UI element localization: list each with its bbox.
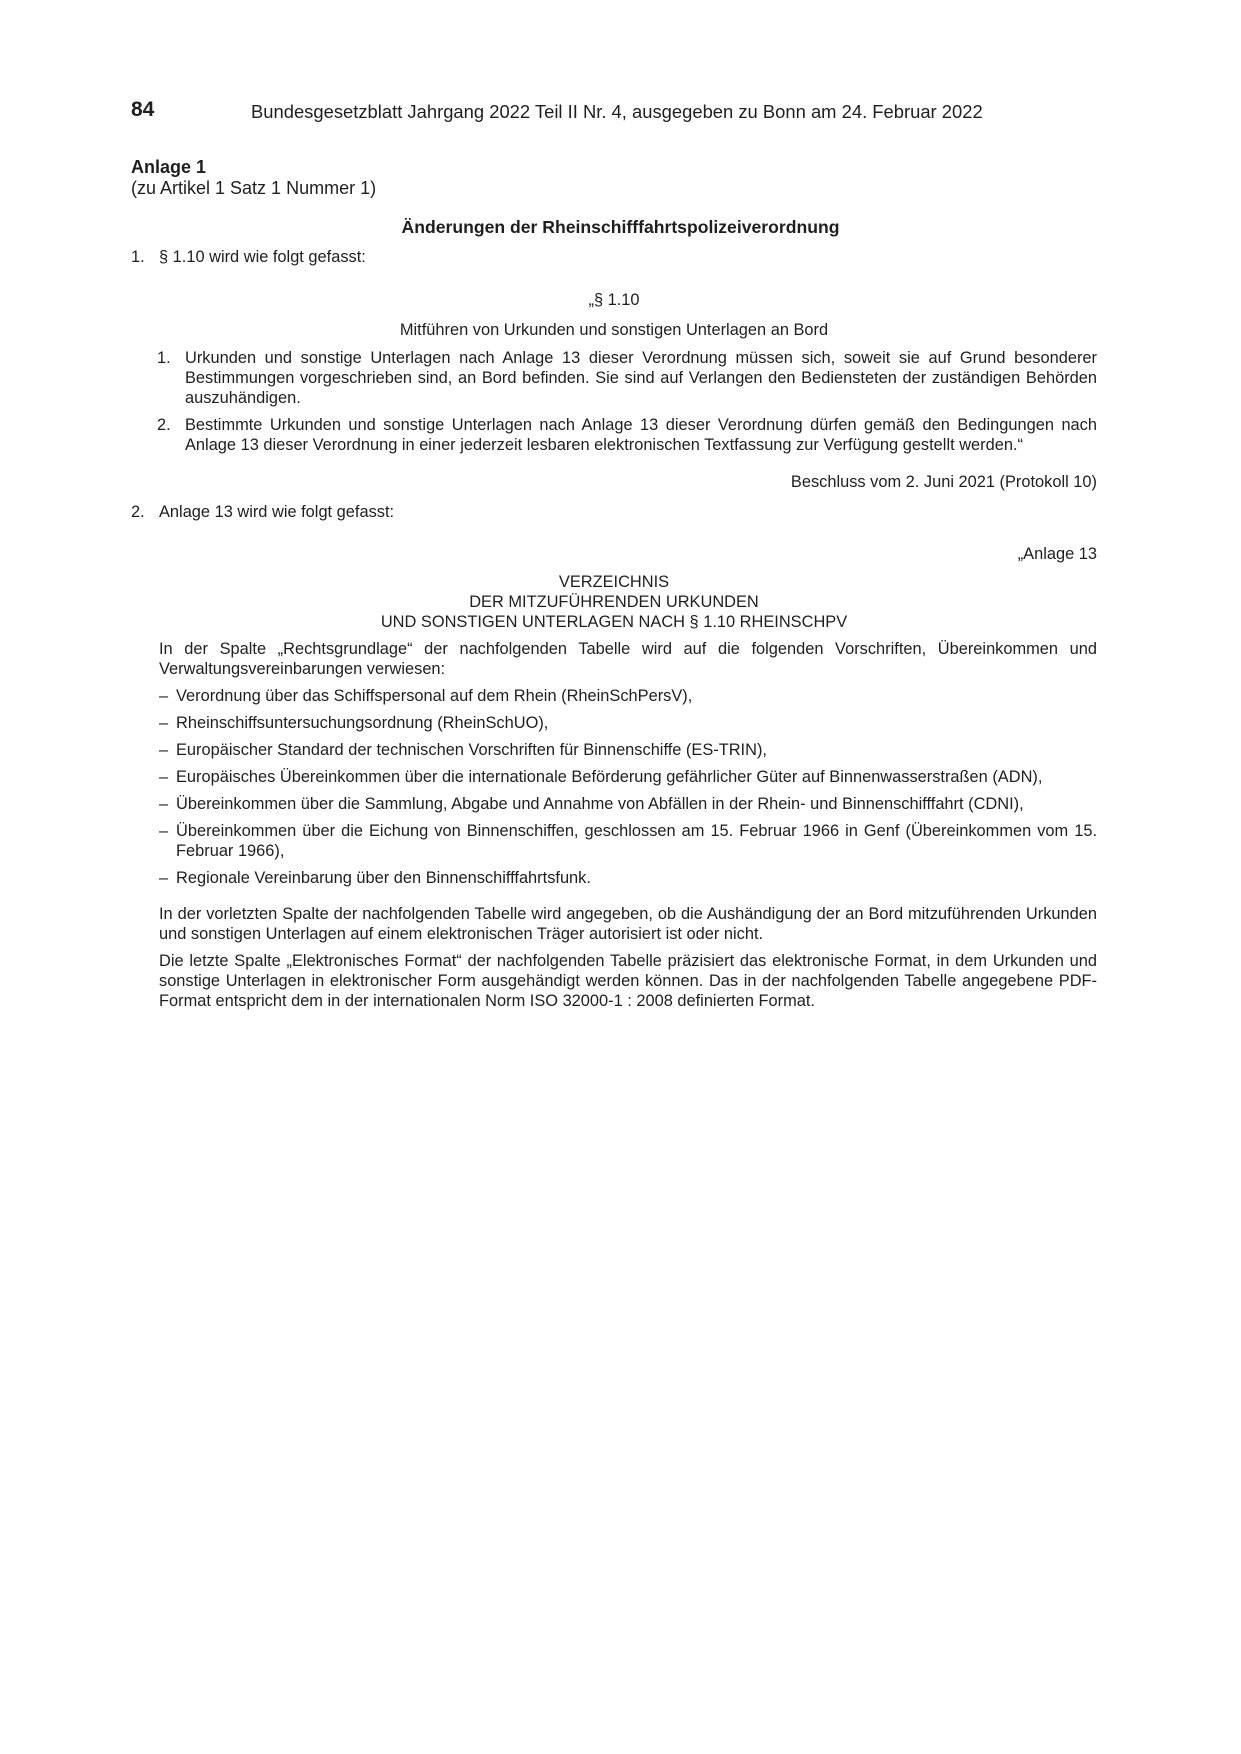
paragraph-2	[157, 415, 1097, 455]
list-heading-line-3: UND SONSTIGEN UNTERLAGEN NACH § 1.10 RHEINSCHPV	[380, 613, 848, 631]
section-heading: Mitführen von Urkunden und sonstigen Unterlagen an Bord	[399, 321, 829, 339]
paragraph-number: 2.	[157, 416, 171, 434]
paragraph-text: Urkunden und sonstige Unterlagen nach Anlage 13 dieser Verordnung müssen sich, soweit sie auf Grund besonderer Bestimmungen vorgeschrieben sind, an Bord befinden. Sie sind auf Verlangen den Bediensteten der zuständigen Behörden auszuhändigen.	[185, 349, 1097, 407]
anlage-reference: (zu Artikel 1 Satz 1 Nummer 1)	[131, 178, 377, 198]
list-item: – Rheinschiffsuntersuchungsordnung (RheinSchUO),	[159, 714, 549, 732]
item-number: 2.	[131, 503, 145, 521]
penultimate-column-paragraph: In der vorletzten Spalte der nachfolgenden Tabelle wird angegeben, ob die Aushändigung der an Bord mitzuführenden Urkunden und sonstigen Unterlagen auf einem elektronischen Träger autorisiert ist oder nicht.	[159, 905, 1097, 943]
intro-paragraph: In der Spalte „Rechtsgrundlage“ der nachfolgenden Tabelle wird auf die folgenden Vorschriften, Übereinkommen und Verwaltungsvereinbarungen verwiesen:	[159, 640, 1097, 678]
section-number: „§ 1.10	[588, 291, 640, 309]
last-column-paragraph: Die letzte Spalte „Elektronisches Format“ der nachfolgenden Tabelle präzisiert das elektronische Format, in dem Urkunden und sonstige Unterlagen in elektronischer Form ausgehändigt werden können. Das in der nachfolgenden Tabelle angegebene PDF-Format entspricht dem in der internationalen Norm ISO 32000-1 : 2008 definierten Format.	[159, 952, 1097, 1010]
anlage-13-label: „Anlage 13	[1017, 545, 1097, 563]
paragraph-number: 1.	[157, 349, 171, 367]
running-header: Bundesgesetzblatt Jahrgang 2022 Teil II Nr. 4, ausgegeben zu Bonn am 24. Februar 2022	[251, 101, 983, 122]
item-text: § 1.10 wird wie folgt gefasst:	[159, 248, 366, 266]
amendment-item-1	[131, 247, 366, 267]
paragraph-text: Bestimmte Urkunden und sonstige Unterlagen nach Anlage 13 dieser Verordnung dürfen gemäß den Bedingungen nach Anlage 13 dieser Verordnung in einer jederzeit lesbaren elektronischen Textfassung zur Verfügung gestellt werden.“	[185, 416, 1097, 454]
decision-note: Beschluss vom 2. Juni 2021 (Protokoll 10)	[790, 473, 1097, 491]
page-number: 84	[131, 98, 155, 121]
list-heading-line-2: DER MITZUFÜHRENDEN URKUNDEN	[469, 593, 759, 611]
list-item: – Übereinkommen über die Eichung von Binnenschiffen, geschlossen am 15. Februar 1966 in Genf (Übereinkommen vom 15. Februar 1966),	[159, 822, 1097, 860]
legal-basis-list	[159, 686, 1097, 895]
list-item: – Übereinkommen über die Sammlung, Abgabe und Annahme von Abfällen in der Rhein- und Binnenschifffahrt (CDNI),	[159, 795, 1024, 813]
list-item: – Verordnung über das Schiffspersonal auf dem Rhein (RheinSchPersV),	[159, 687, 693, 705]
item-text: Anlage 13 wird wie folgt gefasst:	[159, 503, 395, 521]
list-item: – Europäischer Standard der technischen Vorschriften für Binnenschiffe (ES-TRIN),	[159, 741, 767, 759]
paragraph-1	[157, 348, 1097, 408]
document-title: Änderungen der Rheinschifffahrtspolizeiverordnung	[401, 217, 840, 237]
list-item: – Europäisches Übereinkommen über die internationale Beförderung gefährlicher Güter auf Binnenwasserstraßen (ADN),	[159, 768, 1043, 786]
item-number: 1.	[131, 248, 145, 266]
list-heading-line-1: VERZEICHNIS	[558, 573, 670, 591]
list-item: – Regionale Vereinbarung über den Binnenschifffahrtsfunk.	[159, 869, 591, 887]
amendment-item-2	[131, 502, 394, 522]
anlage-label: Anlage 1	[131, 157, 207, 177]
